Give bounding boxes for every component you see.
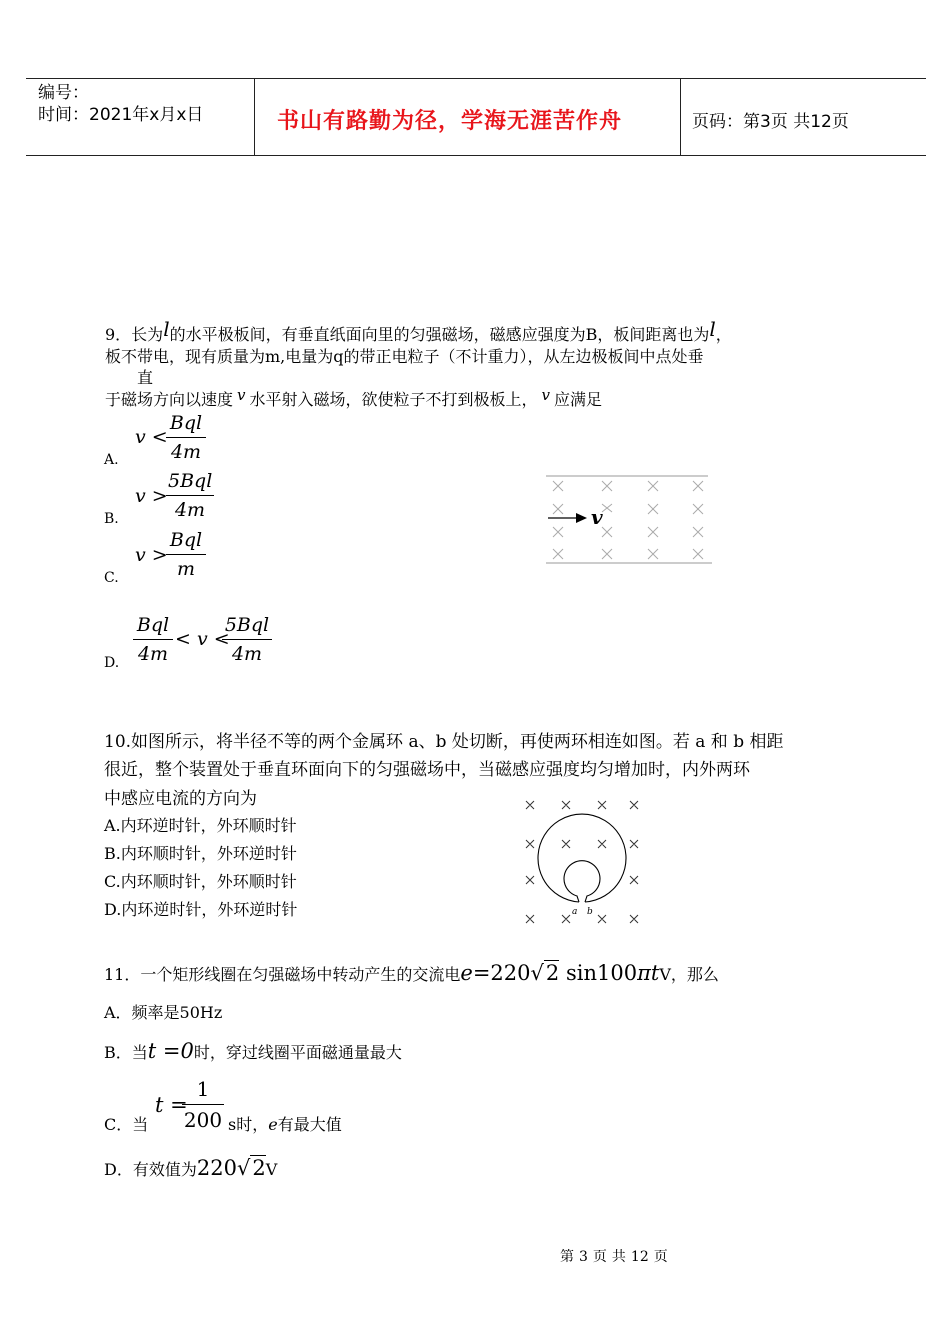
- q9-line-2-wrap: 直: [137, 368, 154, 387]
- q10-line-2: 很近，整个装置处于垂直环面向下的匀强磁场中，当磁感应强度均匀增加时，内外两环: [104, 760, 750, 780]
- q9-velocity-label: v: [591, 505, 603, 529]
- header-divider-right: [680, 78, 681, 156]
- q9-line-2: 板不带电，现有质量为m,电量为q的带正电粒子（不计重力），从左边极板间中点处垂: [105, 347, 704, 366]
- q10-option-c[interactable]: C.内环顺时针，外环顺时针: [104, 872, 297, 891]
- q11-option-c-fraction: $\frac{1}{200}$: [183, 1077, 223, 1132]
- q9-var-l-2: l: [709, 317, 716, 341]
- q9-option-c-lhs: v >: [135, 544, 168, 566]
- q9-option-d-mid: < v <: [175, 628, 230, 650]
- q10-label-b: b: [587, 907, 593, 917]
- header-motto: 书山有路勤为径，学海无涯苦作舟: [277, 109, 623, 134]
- header-bottom-rule: [26, 155, 926, 156]
- header-top-rule: [26, 78, 926, 79]
- q11-option-b-formula: t =0: [147, 1039, 194, 1063]
- q10-line-1: 10.如图所示，将半径不等的两个金属环 a、b 处切断，再使两环相连如图。若 a 和 b 相距: [104, 732, 784, 752]
- q9-option-c-fraction: Bql m: [166, 529, 206, 580]
- q9-field-figure: [540, 470, 720, 570]
- q11-option-c-t: t =: [155, 1093, 188, 1117]
- header-time: 时间：2021年x月x日: [38, 105, 204, 125]
- q11-option-a[interactable]: A．频率是50Hz: [104, 1003, 223, 1022]
- q10-outer-ring: [538, 814, 626, 902]
- q10-option-d[interactable]: D.内环逆时针，外环逆时针: [104, 900, 298, 919]
- q9-var-l: l: [163, 317, 170, 341]
- q9-option-a-lhs: v <: [135, 426, 168, 448]
- q10-option-b[interactable]: B.内环顺时针，外环逆时针: [104, 844, 297, 863]
- q9-option-d-fraction-1: Bql 4m: [133, 614, 173, 665]
- q11-option-d[interactable]: D．有效值为220√2V: [104, 1156, 278, 1180]
- q10-option-a[interactable]: A.内环逆时针，外环顺时针: [104, 816, 297, 835]
- q9-option-a-fraction: Bql 4m: [166, 412, 206, 463]
- q9-option-d-fraction-2: 5Bql 4m: [222, 614, 272, 665]
- q9-option-b-fraction: 5Bql 4m: [168, 470, 213, 521]
- header-divider-left: [254, 78, 255, 156]
- page-footer: 第 3 页 共 12 页: [560, 1249, 668, 1265]
- q9-velocity-arrowhead: [576, 513, 587, 523]
- q11-formula: e=220√2 sin100πt: [460, 961, 660, 985]
- q9-option-c-letter: C.: [104, 570, 119, 586]
- q9-line-1: 9．长为l的水平极板间，有垂直纸面向里的匀强磁场，磁感应强度为B，板间距离也为l，: [105, 317, 732, 344]
- q11-option-b[interactable]: B．当t =0时，穿过线圈平面磁通量最大: [104, 1039, 402, 1063]
- q9-option-b-letter: B.: [104, 511, 119, 527]
- q10-line-3: 中感应电流的方向为: [104, 789, 257, 809]
- q9-option-a-letter: A.: [104, 452, 119, 468]
- q9-option-d-letter: D.: [104, 655, 120, 671]
- q9-field-crosses: [553, 481, 703, 559]
- header-serial: 编号：: [38, 83, 89, 103]
- q11-stem: 11．一个矩形线圈在匀强磁场中转动产生的交流电e=220√2 sin100πtV，那么: [104, 961, 719, 985]
- header-page-label: 页码：第3页 共12页: [692, 112, 849, 132]
- q9-var-v-2: v: [541, 386, 550, 404]
- q9-var-v: v: [237, 386, 246, 404]
- q9-line-3: 于磁场方向以速度 v 水平射入磁场，欲使粒子不打到极板上， v 应满足: [105, 386, 603, 409]
- q10-inner-ring: [564, 861, 600, 902]
- q11-option-d-formula: 220√2: [196, 1156, 266, 1180]
- q10-rings-figure: [518, 794, 658, 934]
- q9-option-b-lhs: v >: [135, 485, 168, 507]
- q10-field-crosses: [526, 801, 638, 923]
- q10-label-a: a: [572, 907, 578, 917]
